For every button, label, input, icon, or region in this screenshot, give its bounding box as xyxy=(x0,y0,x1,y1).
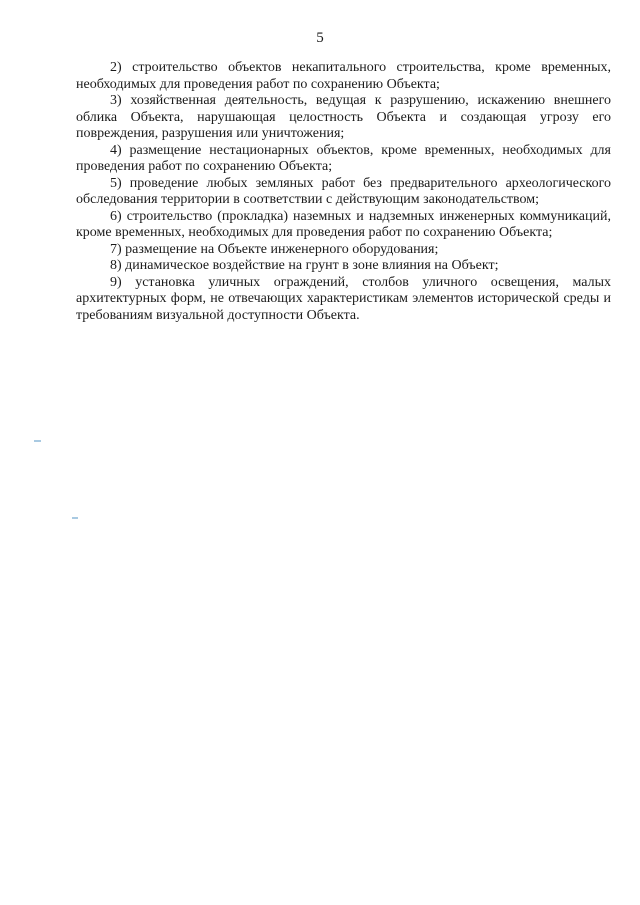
list-item: 9) установка уличных ограждений, столбов уличного освещения, малых архитектурных форм, не отвечающих характеристикам элементов исторической среды и требованиям визуальной доступности Объекта. xyxy=(76,274,611,323)
page-number: 5 xyxy=(316,30,324,46)
list-item: 6) строительство (прокладка) наземных и надземных инженерных коммуникаций, кроме временных, необходимых для проведения работ по сохранению Объекта; xyxy=(76,208,611,240)
list-item: 7) размещение на Объекте инженерного оборудования; xyxy=(110,241,439,257)
restrictions-list xyxy=(76,60,611,324)
scan-mark xyxy=(72,517,78,519)
list-item: 2) строительство объектов некапитального строительства, кроме временных, необходимых для проведения работ по сохранению Объекта; xyxy=(76,60,611,92)
list-item: 5) проведение любых земляных работ без предварительного археологического обследования территории в соответствии с действующим законодательством; xyxy=(76,175,611,207)
scan-mark xyxy=(34,440,41,442)
list-item: 3) хозяйственная деятельность, ведущая к разрушению, искажению внешнего облика Объекта, нарушающая целостность Объекта и создающая угрозу его повреждения, разрушения или уничтожения; xyxy=(76,93,611,141)
list-item: 8) динамическое воздействие на грунт в зоне влияния на Объект; xyxy=(110,258,499,273)
list-item: 4) размещение нестационарных объектов, кроме временных, необходимых для проведения работ по сохранению Объекта; xyxy=(76,142,611,174)
